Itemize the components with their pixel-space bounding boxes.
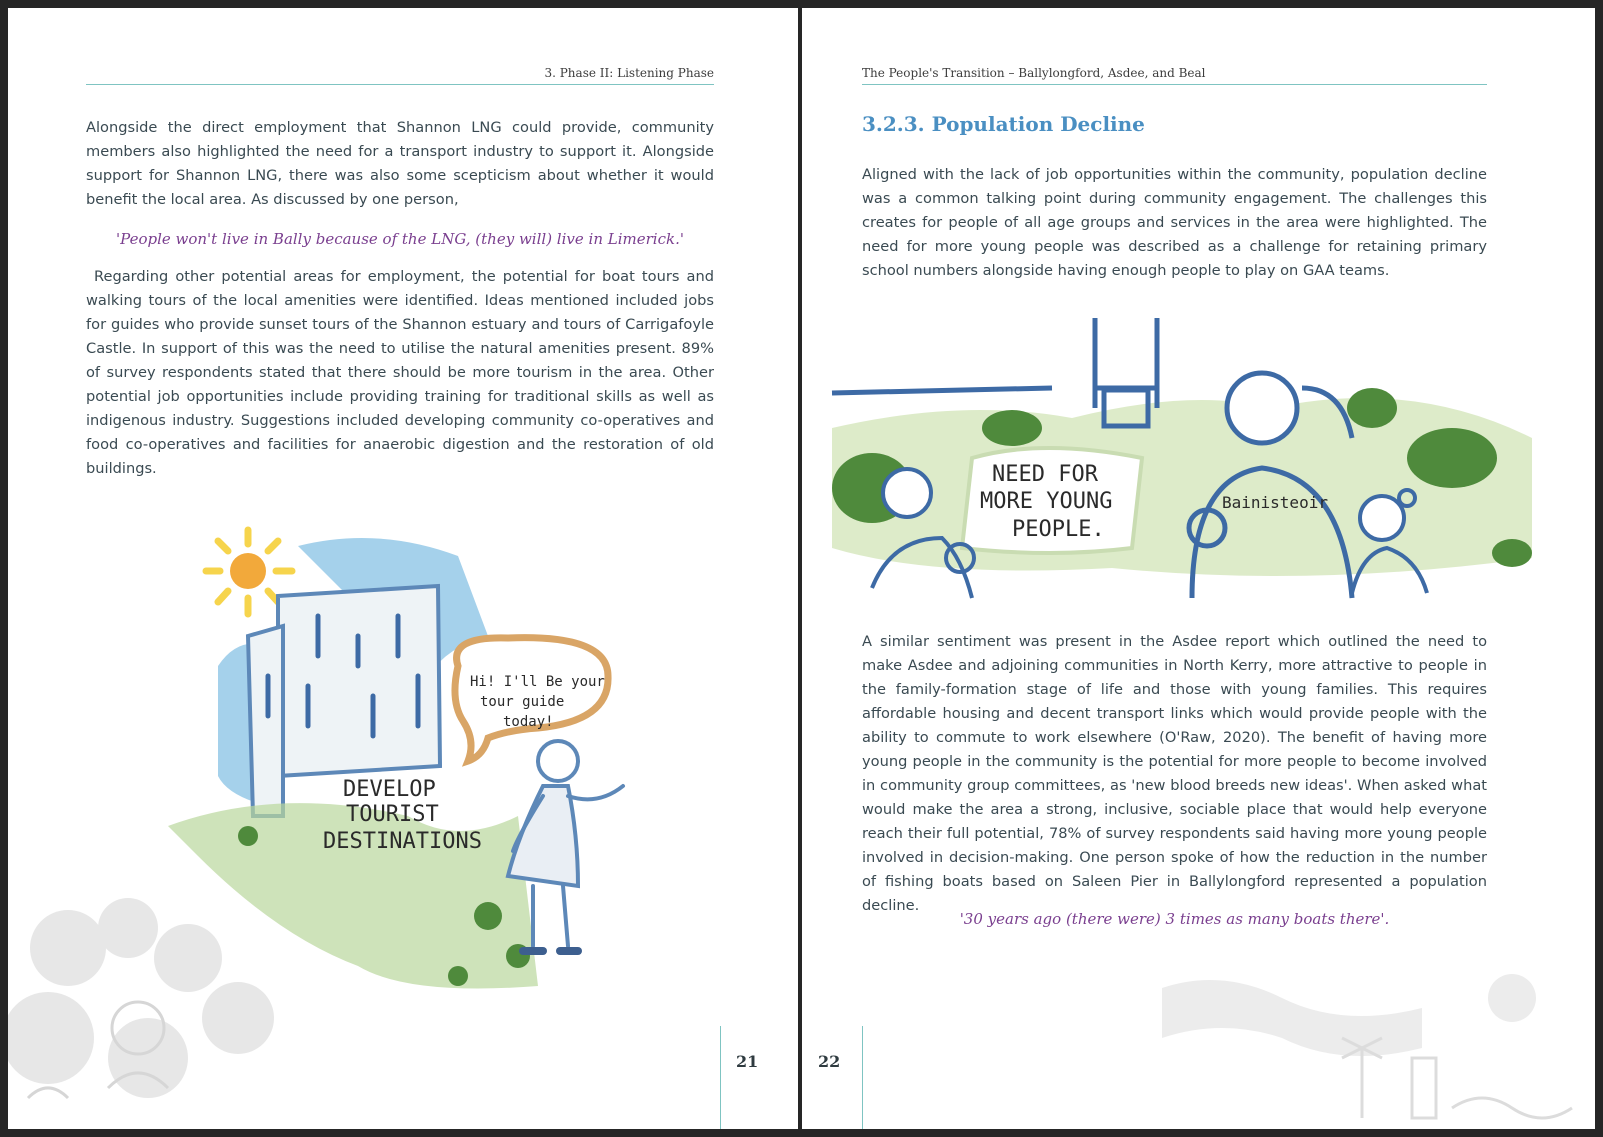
sign-board	[962, 448, 1142, 553]
body-paragraph: Regarding other potential areas for employment, the potential for boat tours and walking tours of the local amenities were identified. Ideas mentioned included jobs for guides who provide sunset tours of the Shannon estuary and tours of Carrigafoyle Castle. In support of this was the need to utilise the natural amenities present. 89% of survey respondents stated that there should be more tourism in the area. Other potential job opportunities include providing training for traditional skills as well as indigenous industry. Suggestions included developing community co-operatives and food co-operatives and facilities for anaerobic digestion and the restoration of old buildings.	[86, 268, 714, 477]
sign-line: TOURIST	[346, 802, 439, 827]
shirt-text: Bainisteoir	[1222, 493, 1328, 512]
sign-line: PEOPLE.	[1012, 517, 1105, 542]
header-rule	[86, 84, 714, 85]
young-people-illustration	[812, 308, 1552, 608]
body-paragraph: Alongside the direct employment that Shannon LNG could provide, community members also highlighted the need for a transport industry to support it. Alongside support for Shannon LNG, there was also some scepticism about whether it would benefit the local area. As discussed by one person,	[86, 119, 714, 208]
pull-quote: '30 years ago (there were) 3 times as many boats there'.	[959, 910, 1390, 928]
header-rule	[862, 84, 1487, 85]
footer-rule	[720, 1026, 721, 1129]
sign-line: DESTINATIONS	[323, 829, 482, 854]
footer-rule	[862, 1026, 863, 1129]
tourism-illustration	[158, 516, 638, 1016]
body-paragraph: A similar sentiment was present in the Asdee report which outlined the need to make Asdee and adjoining communities in North Kerry, more attractive to people in the family-formation stage of life and those with young families. This requires affordable housing and decent transport links which would provide people with the ability to commute to work elsewhere (O'Raw, 2020). The benefit of having more young people in the community is the potential for more people to become involved in community group committees, as 'new blood breeds new ideas'. When asked what would make the area a strong, inclusive, sociable place that would help everyone reach their full potential, 78% of survey respondents said having more young people involved in decision-making. One person spoke of how the reduction in the number of fishing boats based on Saleen Pier in Ballylongford represented a population decline.	[862, 633, 1487, 914]
right-page	[802, 8, 1595, 1129]
running-header: The People's Transition – Ballylongford, Asdee, and Beal	[862, 66, 1206, 80]
sign-line: MORE YOUNG	[980, 489, 1113, 514]
page-number: 22	[818, 1052, 841, 1071]
pull-quote: 'People won't live in Bally because of the LNG, (they will) live in Limerick.'	[116, 230, 684, 248]
speech-line: tour guide	[480, 694, 565, 710]
body-paragraph: Aligned with the lack of job opportunities within the community, population decline was a common talking point during community engagement. The challenges this creates for people of all age groups and services in the area were highlighted. The need for more young people was described as a challenge for retaining primary school numbers alongside having enough people to play on GAA teams.	[862, 166, 1487, 279]
speech-line: today!	[503, 714, 554, 730]
left-page	[8, 8, 798, 1129]
section-heading: 3.2.3. Population Decline	[862, 112, 1145, 136]
speech-bubble	[455, 638, 608, 761]
sign-line: DEVELOP	[343, 777, 436, 802]
decorative-watermark	[1162, 948, 1582, 1129]
sign-line: NEED FOR	[992, 462, 1098, 487]
page-number: 21	[736, 1052, 759, 1071]
speech-line: Hi! I'll Be your	[470, 674, 605, 690]
running-header: 3. Phase II: Listening Phase	[544, 66, 714, 80]
